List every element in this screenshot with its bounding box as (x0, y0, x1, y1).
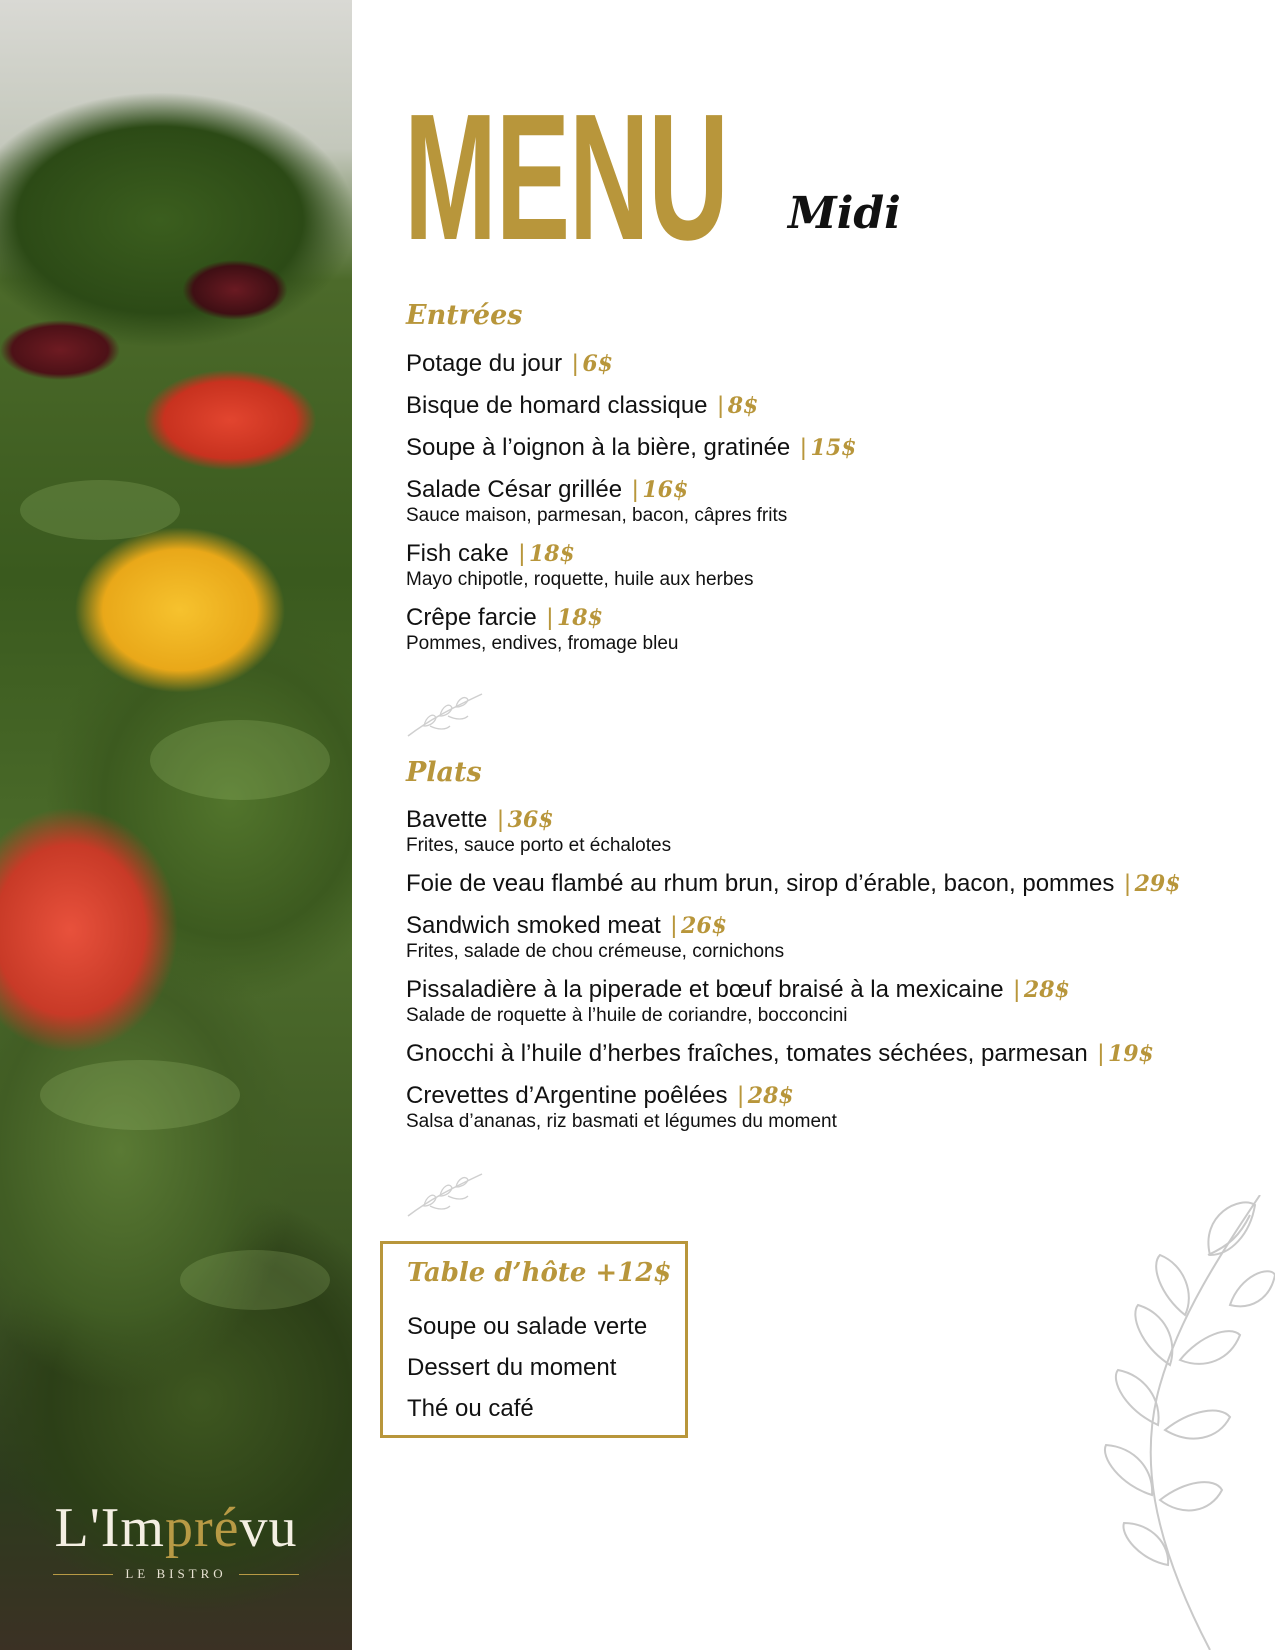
menu-item-description: Salsa d’ananas, riz basmati et légumes du moment (406, 1111, 837, 1132)
menu-item (406, 603, 1226, 655)
menu-item-description: Pommes, endives, fromage bleu (406, 633, 679, 654)
table-hote-item: Dessert du moment (407, 1354, 617, 1381)
entrees-list (406, 349, 1226, 667)
menu-item (406, 1081, 1226, 1133)
menu-item-name: Soupe à l’oignon à la bière, gratinée (406, 434, 791, 461)
menu-item-price: 26$ (681, 913, 727, 939)
menu-item-price: 28$ (1023, 977, 1070, 1003)
menu-item (406, 391, 1226, 421)
menu-item-description: Frites, salade de chou crémeuse, cornichons (406, 941, 785, 962)
logo-tagline: LE BISTRO (125, 1566, 227, 1581)
price-separator: | (632, 476, 639, 503)
menu-item-price: 19$ (1107, 1041, 1154, 1067)
table-hote-box (380, 1241, 688, 1438)
menu-subtitle: Midi (788, 188, 901, 239)
menu-item-price: 29$ (1134, 871, 1181, 897)
menu-item-price: 8$ (727, 393, 759, 419)
menu-item-name: Crêpe farcie (406, 604, 537, 631)
table-hote-item: Thé ou café (407, 1395, 534, 1422)
menu-item (406, 911, 1226, 963)
menu-item (406, 805, 1226, 857)
price-separator: | (1124, 870, 1131, 897)
menu-item-price: 16$ (642, 477, 689, 503)
salad-photo (0, 0, 352, 1650)
menu-item-price: 18$ (556, 605, 603, 631)
price-separator: | (1097, 1040, 1104, 1067)
menu-item-name: Pissaladière à la piperade et bœuf braisé à la mexicaine (406, 976, 1004, 1003)
menu-item-name: Potage du jour (406, 350, 563, 377)
price-separator: | (497, 806, 504, 833)
menu-item-name: Crevettes d’Argentine poêlées (406, 1082, 728, 1109)
menu-item (406, 869, 1226, 899)
menu-item-description: Mayo chipotle, roquette, huile aux herbes (406, 569, 754, 590)
price-separator: | (670, 912, 678, 939)
menu-item (406, 539, 1226, 591)
menu-item-name: Salade César grillée (406, 476, 623, 503)
price-separator: | (546, 604, 553, 631)
price-separator: | (518, 540, 525, 567)
menu-item (406, 1039, 1226, 1069)
logo-wordmark: L'Imprévu (54, 1497, 298, 1559)
menu-item-description: Sauce maison, parmesan, bacon, câpres frits (406, 505, 788, 526)
menu-item-price: 36$ (507, 807, 554, 833)
menu-item-price: 28$ (747, 1083, 794, 1109)
menu-item (406, 349, 1226, 379)
menu-item-name: Bavette (406, 806, 488, 833)
menu-item-price: 15$ (810, 435, 857, 461)
menu-item-name: Bisque de homard classique (406, 392, 708, 419)
sprig-divider-icon (404, 1170, 486, 1220)
table-hote-item: Soupe ou salade verte (407, 1313, 648, 1340)
price-separator: | (717, 392, 724, 419)
plats-list (406, 805, 1226, 1145)
price-separator: | (572, 350, 579, 377)
menu-item (406, 475, 1226, 527)
menu-item (406, 433, 1226, 463)
menu-item-price: 6$ (582, 351, 613, 377)
menu-item-description: Frites, sauce porto et échalotes (406, 835, 672, 856)
menu-item-description: Salade de roquette à l’huile de coriandre, bocconcini (406, 1005, 848, 1026)
table-hote-heading: Table d’hôte +12$ (407, 1258, 672, 1288)
menu-item-price: 18$ (528, 541, 575, 567)
price-separator: | (800, 434, 807, 461)
menu-item (406, 975, 1226, 1027)
menu-item-name: Gnocchi à l’huile d’herbes fraîches, tomates séchées, parmesan (406, 1040, 1088, 1067)
menu-title: MENU (404, 77, 728, 278)
entrees-heading: Entrées (406, 300, 523, 331)
price-separator: | (1013, 976, 1020, 1003)
price-separator: | (737, 1082, 744, 1109)
leaf-branch-icon (1090, 1195, 1275, 1650)
menu-item-name: Fish cake (406, 540, 509, 567)
plats-heading: Plats (406, 757, 482, 788)
menu-item-name: Sandwich smoked meat (406, 912, 661, 939)
sprig-divider-icon (404, 690, 486, 740)
menu-item-name: Foie de veau flambé au rhum brun, sirop d’érable, bacon, pommes (406, 870, 1115, 897)
bistro-logo (0, 1497, 352, 1582)
